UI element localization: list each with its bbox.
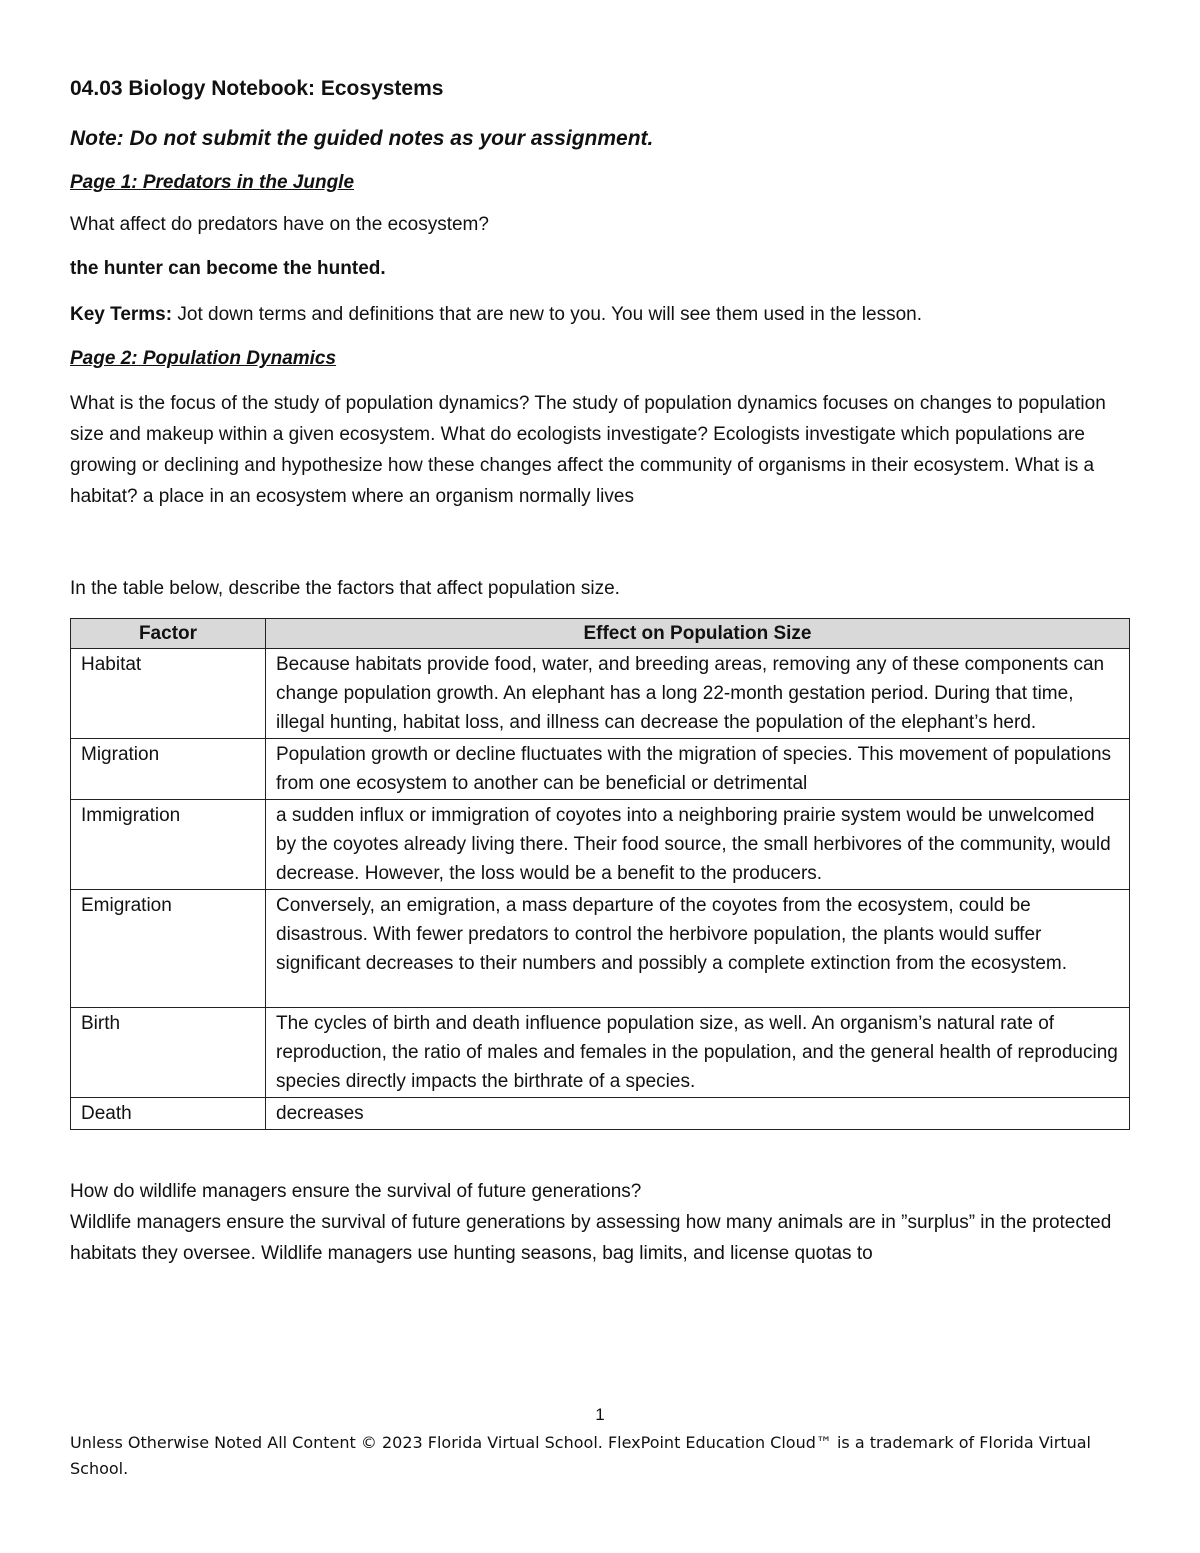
key-terms-text: Jot down terms and definitions that are new to you. You will see them used in the lesson.: [172, 304, 922, 325]
effect-cell: The cycles of birth and death influence population size, as well. An organism’s natural rate of reproduction, the ratio of males and females in the population, and the general health of reproducing species directly impacts the birthrate of a species.: [266, 1008, 1130, 1098]
table-header-row: [71, 619, 1130, 649]
factor-cell: Birth: [71, 1008, 266, 1098]
document-note: Note: Do not submit the guided notes as your assignment.: [70, 127, 654, 150]
wildlife-question: How do wildlife managers ensure the survival of future generations?: [70, 1181, 642, 1202]
factor-cell: Migration: [71, 739, 266, 800]
key-terms: [70, 300, 1130, 330]
factor-cell: Death: [71, 1098, 266, 1130]
effect-cell: Population growth or decline fluctuates with the migration of species. This movement of populations from one ecosystem to another can be beneficial or detrimental: [266, 739, 1130, 800]
factor-cell: Habitat: [71, 649, 266, 739]
effect-cell: Conversely, an emigration, a mass departure of the coyotes from the ecosystem, could be disastrous. With fewer predators to control the herbivore population, the plants would suffer significant decreases to their numbers and possibly a complete extinction from the ecosystem.: [266, 890, 1130, 1008]
header-factor: Factor: [71, 619, 266, 649]
page2-heading: Page 2: Population Dynamics: [70, 348, 337, 369]
table-intro: In the table below, describe the factors that affect population size.: [70, 578, 620, 599]
effect-cell: Because habitats provide food, water, and breeding areas, removing any of these components can change population growth. An elephant has a long 22-month gestation period. During that time, illegal hunting, habitat loss, and illness can decrease the population of the elephant’s herd.: [266, 649, 1130, 739]
table-row: [71, 739, 1130, 800]
factor-cell: Emigration: [71, 890, 266, 1008]
table-row: [71, 890, 1130, 1008]
key-terms-label: Key Terms:: [70, 304, 173, 325]
page2-body: What is the focus of the study of population dynamics? The study of population dynamics focuses on changes to population size and makeup within a given ecosystem. What do ecologists investigate? Ecologists investigate which populations are growing or declining and hypothesize how these changes affect the community of organisms in their ecosystem. What is a habitat? a place in an ecosystem where an organism normally lives: [70, 393, 1106, 507]
table-row: [71, 1008, 1130, 1098]
factor-cell: Immigration: [71, 800, 266, 890]
document-title: 04.03 Biology Notebook: Ecosystems: [70, 77, 444, 100]
document-page: [70, 72, 1130, 1269]
table-row: [71, 1098, 1130, 1130]
page1-heading: Page 1: Predators in the Jungle: [70, 172, 355, 193]
effect-cell: decreases: [266, 1098, 1130, 1130]
page1-question: What affect do predators have on the ecosystem?: [70, 214, 489, 235]
table-row: [71, 649, 1130, 739]
page-number: 1: [595, 1405, 605, 1424]
wildlife-answer: Wildlife managers ensure the survival of future generations by assessing how many animals are in ”surplus” in the protected habitats they oversee. Wildlife managers use hunting seasons, bag limits, and license quotas to: [70, 1212, 1112, 1264]
footer-copyright: Unless Otherwise Noted All Content © 2023 Florida Virtual School. FlexPoint Education Cloud™ is a trademark of Florida Virtual School.: [70, 1433, 1091, 1478]
table-row: [71, 800, 1130, 890]
effect-cell: a sudden influx or immigration of coyotes into a neighboring prairie system would be unwelcomed by the coyotes already living there. Their food source, the small herbivores of the community, would decrease. However, the loss would be a benefit to the producers.: [266, 800, 1130, 890]
page1-answer: the hunter can become the hunted.: [70, 258, 386, 279]
header-effect: Effect on Population Size: [266, 619, 1130, 649]
factors-table: [70, 618, 1130, 1130]
